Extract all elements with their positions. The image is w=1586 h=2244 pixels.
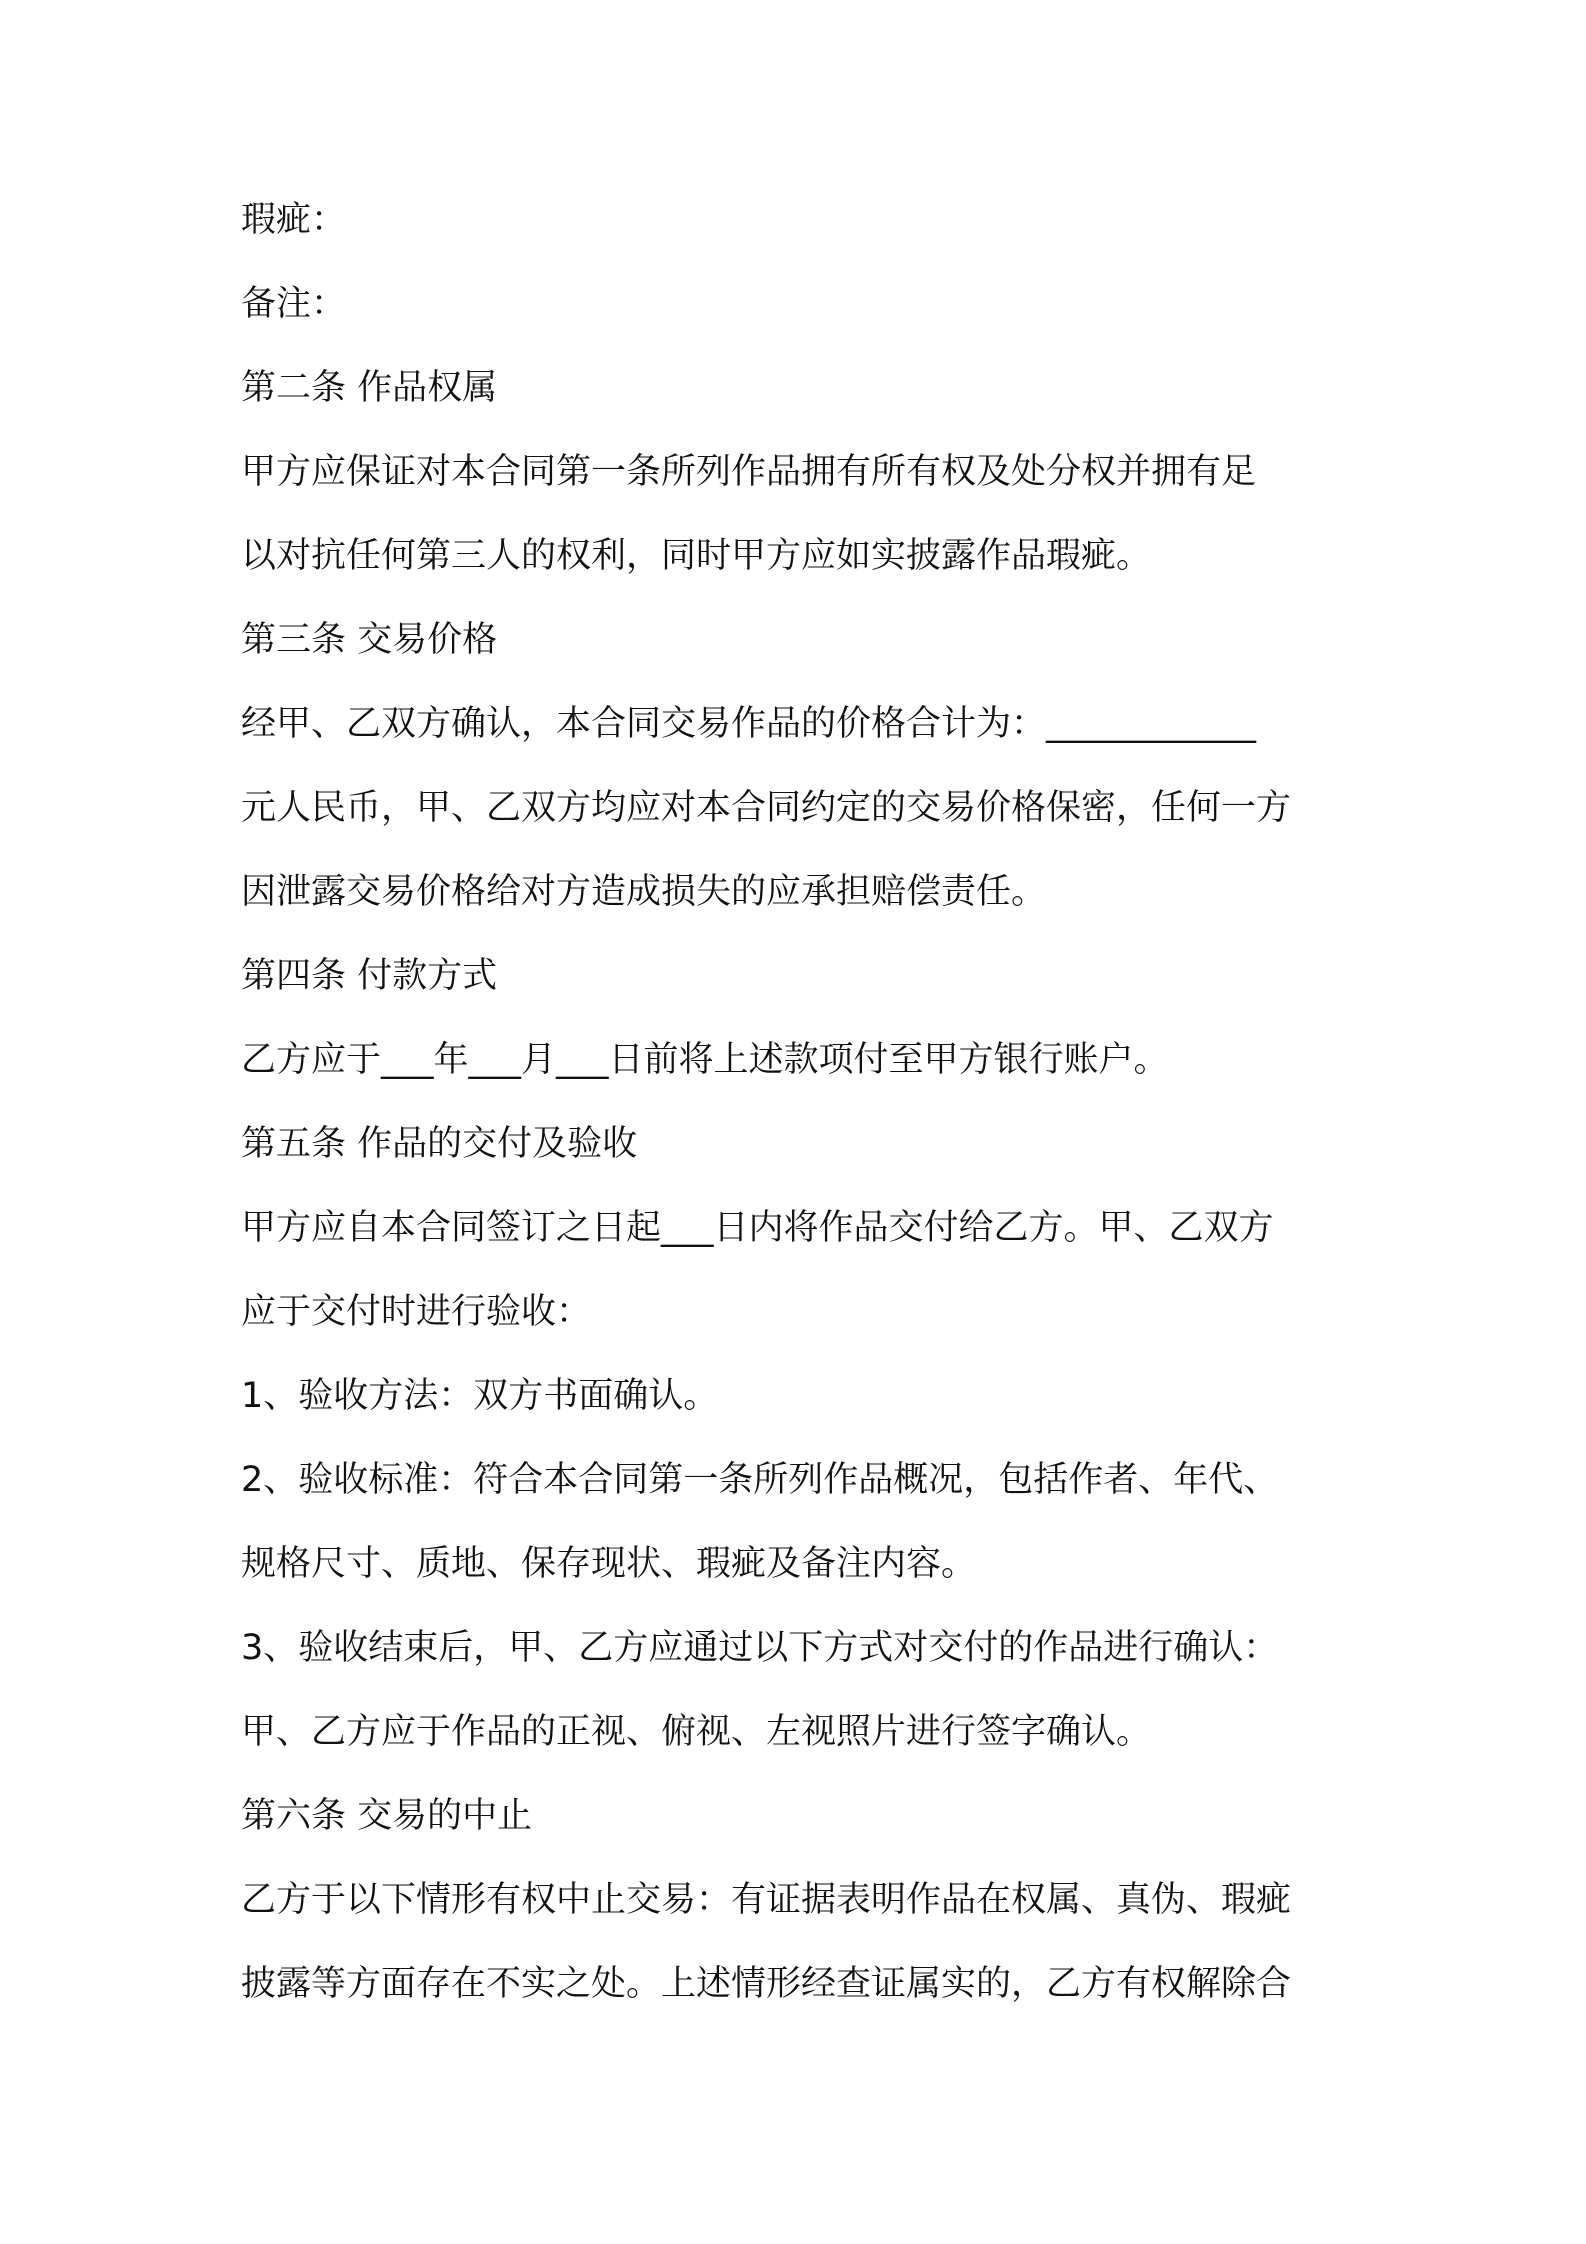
- article-6-paragraph-line-2: 披露等方面存在不实之处。上述情形经查证属实的，乙方有权解除合: [241, 1964, 1292, 2004]
- article-4-heading: 第四条 付款方式: [241, 956, 498, 996]
- article-5-item-3-line-2: 甲、乙方应于作品的正视、俯视、左视照片进行签字确认。: [241, 1712, 1152, 1752]
- article-6-paragraph-line-1: 乙方于以下情形有权中止交易：有证据表明作品在权属、真伪、瑕疵: [241, 1880, 1292, 1920]
- article-3-heading: 第三条 交易价格: [241, 620, 498, 660]
- article-5-item-3-line-1: 3、验收结束后，甲、乙方应通过以下方式对交付的作品进行确认：: [241, 1628, 1279, 1668]
- article-5-item-2-line-1: 2、验收标准：符合本合同第一条所列作品概况，包括作者、年代、: [241, 1460, 1279, 1500]
- article-3-paragraph-line-1: 经甲、乙双方确认，本合同交易作品的价格合计为：____________: [241, 704, 1257, 744]
- article-2-heading: 第二条 作品权属: [241, 368, 498, 408]
- document-body: [241, 200, 1356, 2004]
- article-5-item-2-line-2: 规格尺寸、质地、保存现状、瑕疵及备注内容。: [241, 1544, 977, 1584]
- article-5-heading: 第五条 作品的交付及验收: [241, 1124, 638, 1164]
- article-5-paragraph-line-1: 甲方应自本合同签订之日起___日内将作品交付给乙方。甲、乙双方: [241, 1208, 1274, 1248]
- article-3-paragraph-line-2: 元人民币，甲、乙双方均应对本合同约定的交易价格保密，任何一方: [241, 788, 1292, 828]
- article-5-item-1: 1、验收方法：双方书面确认。: [241, 1376, 719, 1416]
- article-3-paragraph-line-3: 因泄露交易价格给对方造成损失的应承担赔偿责任。: [241, 872, 1047, 912]
- article-2-paragraph-line-1: 甲方应保证对本合同第一条所列作品拥有所有权及处分权并拥有足: [241, 452, 1257, 492]
- article-4-paragraph: 乙方应于___年___月___日前将上述款项付至甲方银行账户。: [241, 1040, 1169, 1080]
- article-5-paragraph-line-2: 应于交付时进行验收：: [241, 1292, 592, 1332]
- item-remarks-label: 备注：: [241, 284, 347, 324]
- article-2-paragraph-line-2: 以对抗任何第三人的权利，同时甲方应如实披露作品瑕疵。: [241, 536, 1152, 576]
- item-flaws-label: 瑕疵：: [241, 200, 347, 240]
- article-6-heading: 第六条 交易的中止: [241, 1796, 533, 1836]
